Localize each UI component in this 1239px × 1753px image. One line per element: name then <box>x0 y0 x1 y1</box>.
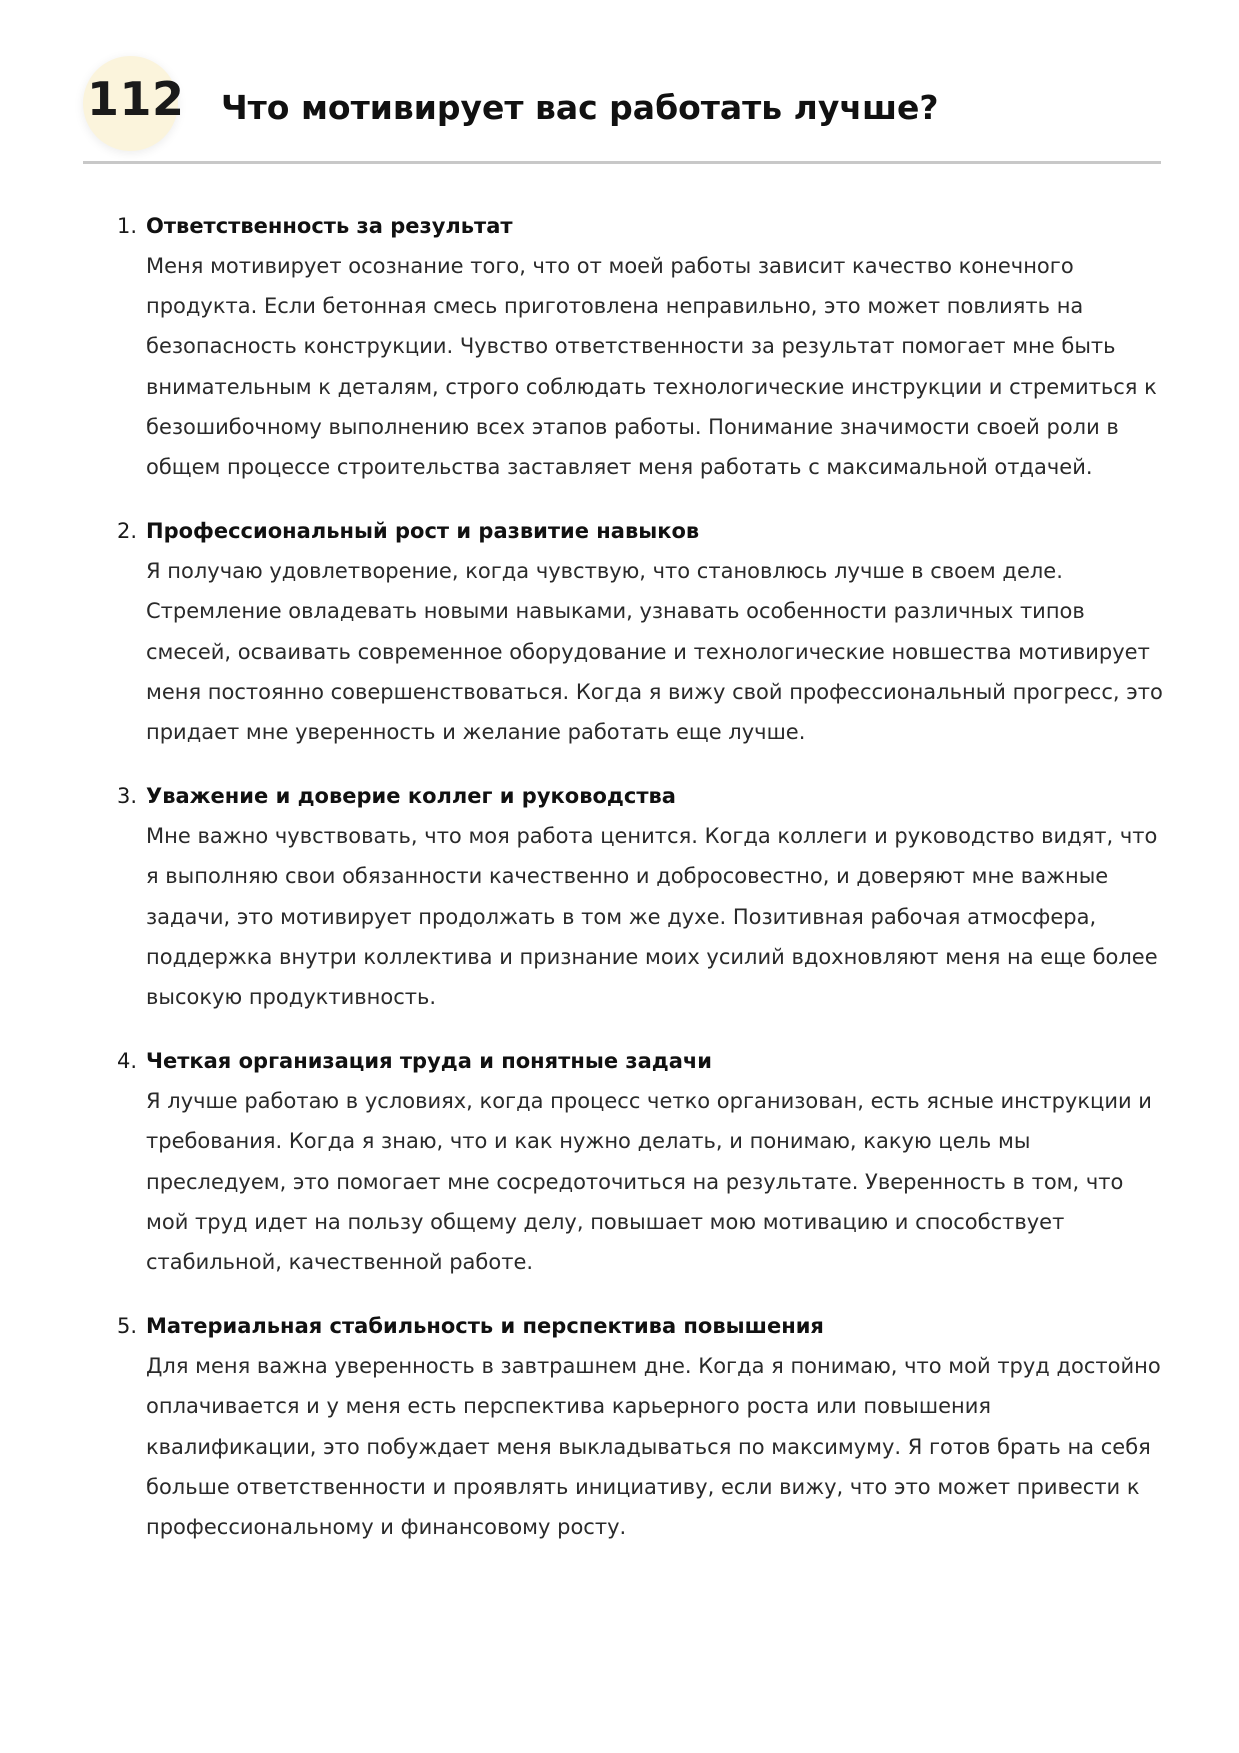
answer-item <box>117 206 1167 487</box>
answer-item <box>117 776 1167 1017</box>
answer-number: 3. <box>117 784 138 809</box>
answer-heading: Четкая организация труда и понятные задачи <box>146 1049 713 1074</box>
answer-list <box>117 206 1167 1571</box>
answer-heading: Уважение и доверие коллег и руководства <box>146 784 676 809</box>
question-number: 112 <box>87 72 185 126</box>
answer-number: 5. <box>117 1314 138 1339</box>
answer-item <box>117 511 1167 752</box>
answer-number: 2. <box>117 519 138 544</box>
answer-heading: Ответственность за результат <box>146 214 513 238</box>
answer-heading: Профессиональный рост и развитие навыков <box>146 519 700 544</box>
answer-text: Мне важно чувствовать, что моя работа ценится. Когда коллеги и руководство видят, что я выполняю свои обязанности качественно и добросовестно, и доверяют мне важные задачи, это мотивирует продолжать в том же духе. Позитивная рабочая атмосфера, поддержка внутри коллектива и признание моих усилий вдохновляют меня на еще более высокую продуктивность. <box>146 824 1158 1010</box>
answer-text: Меня мотивирует осознание того, что от моей работы зависит качество конечного продукта. Если бетонная смесь приготовлена неправильно, это может повлиять на безопасность конструкции. Чувство ответственности за результат помогает мне быть внимательным к деталям, строго соблюдать технологические инструкции и стремиться к безошибочному выполнению всех этапов работы. Понимание значимости своей роли в общем процессе строительства заставляет меня работать с максимальной отдачей. <box>146 254 1157 480</box>
answer-item <box>117 1306 1167 1547</box>
question-title: Что мотивирует вас работать лучше? <box>221 88 939 127</box>
answer-text: Для меня важна уверенность в завтрашнем дне. Когда я понимаю, что мой труд достойно оплачивается и у меня есть перспектива карьерного роста или повышения квалификации, это побуждает меня выкладываться по максимуму. Я готов брать на себя больше ответственности и проявлять инициативу, если вижу, что это может привести к профессиональному и финансовому росту. <box>146 1354 1161 1540</box>
answer-number: 4. <box>117 1049 138 1074</box>
answer-number: 1. <box>117 214 138 238</box>
header-divider <box>83 161 1161 164</box>
question-header <box>83 52 1161 162</box>
answer-text: Я лучше работаю в условиях, когда процесс четко организован, есть ясные инструкции и требования. Когда я знаю, что и как нужно делать, и понимаю, какую цель мы преследуем, это помогает мне сосредоточиться на результате. Уверенность в том, что мой труд идет на пользу общему делу, повышает мою мотивацию и способствует стабильной, качественной работе. <box>146 1089 1152 1275</box>
answer-text: Я получаю удовлетворение, когда чувствую, что становлюсь лучше в своем деле. Стремление овладевать новыми навыками, узнавать особенности различных типов смесей, осваивать современное оборудование и технологические новшества мотивирует меня постоянно совершенствоваться. Когда я вижу свой профессиональный прогресс, это придает мне уверенность и желание работать еще лучше. <box>146 559 1163 745</box>
answer-item <box>117 1041 1167 1282</box>
answer-heading: Материальная стабильность и перспектива повышения <box>146 1314 824 1339</box>
